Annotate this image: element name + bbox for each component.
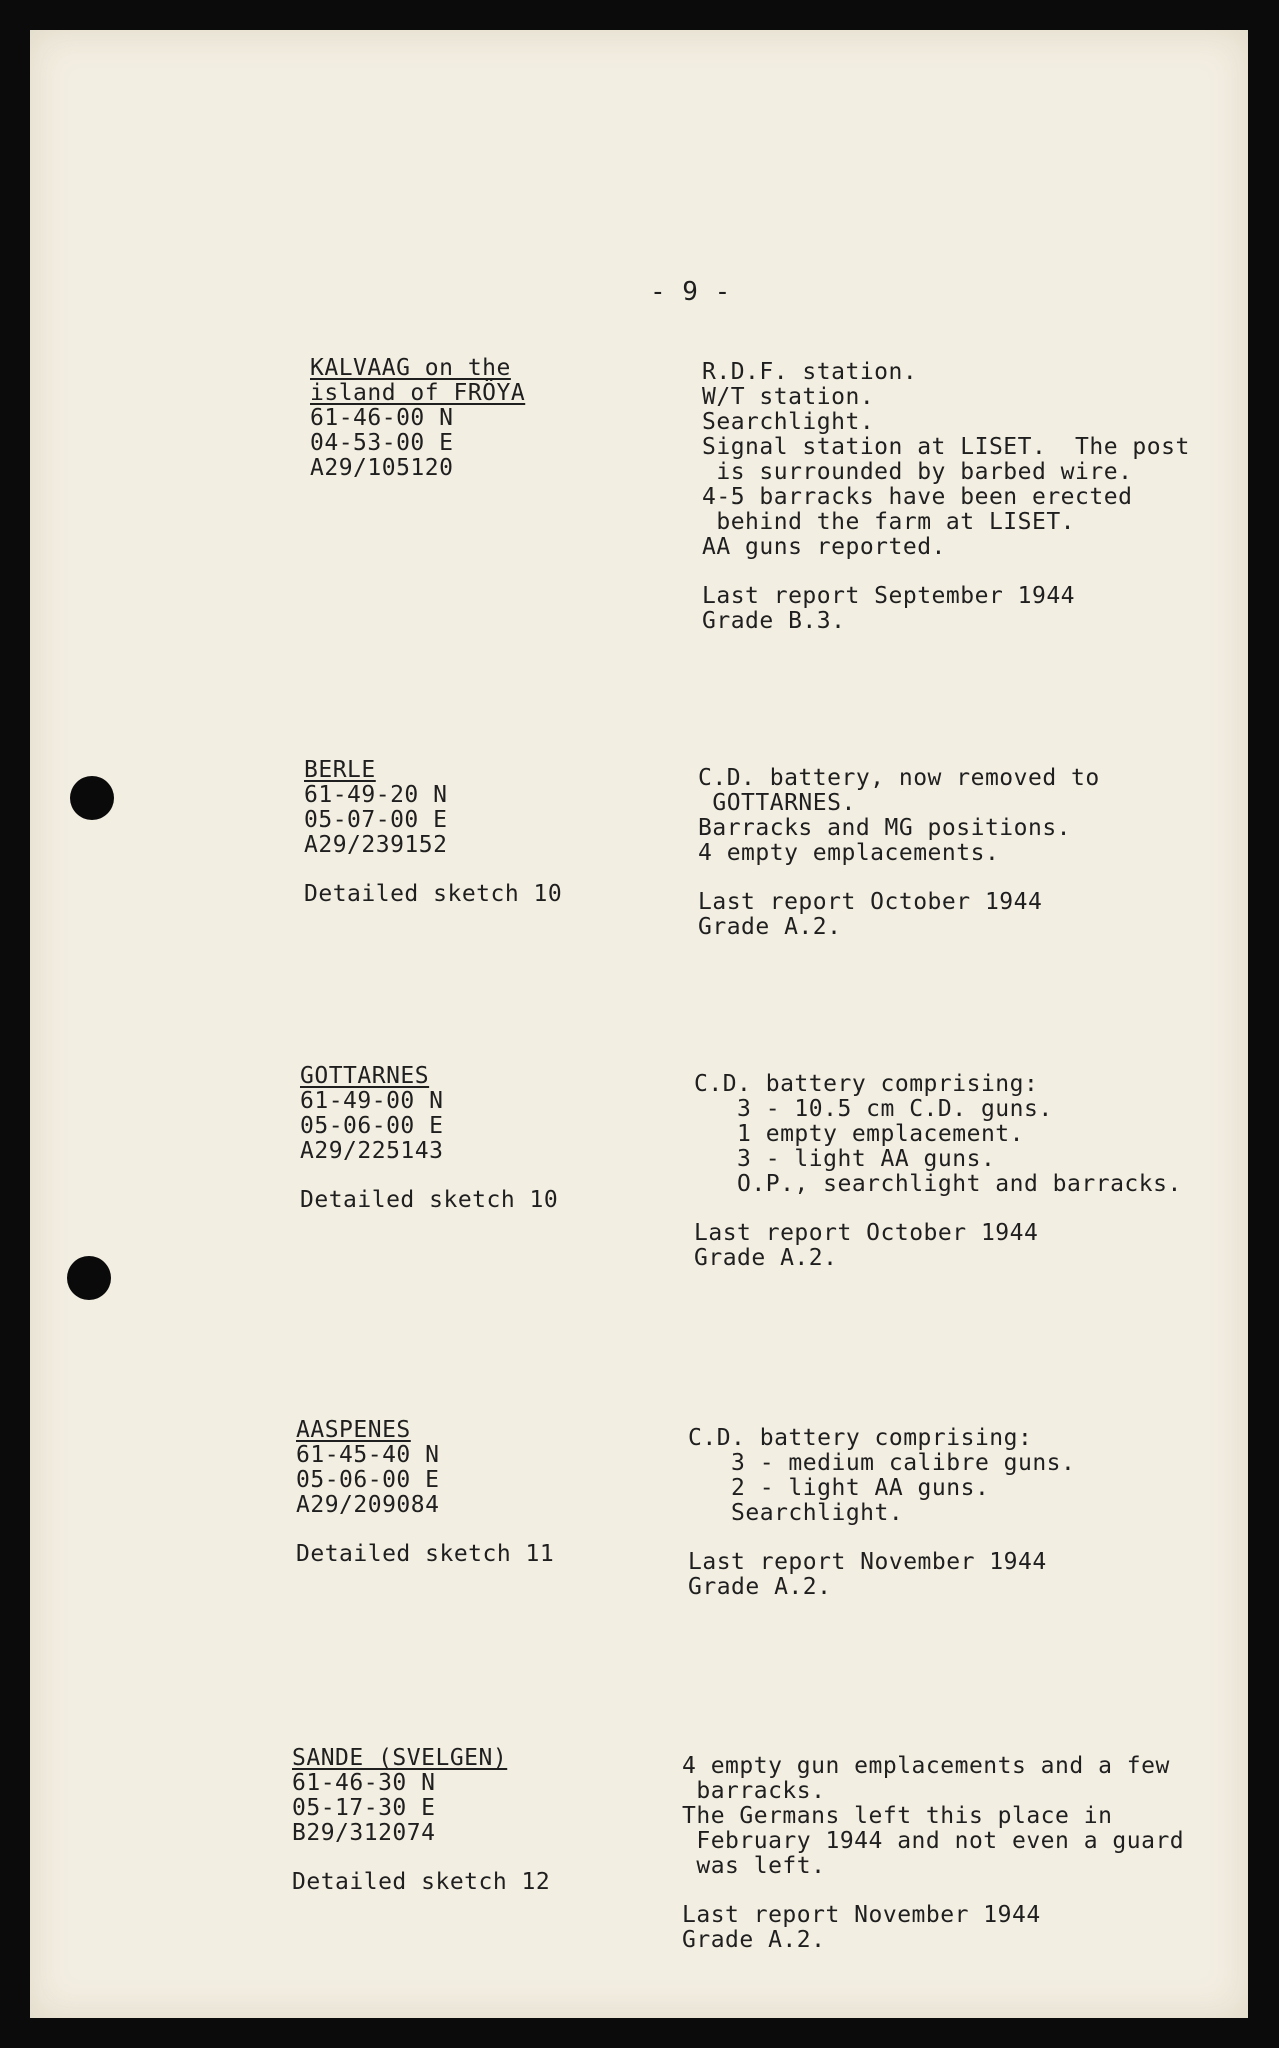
grade: Grade B.3. [702,608,846,634]
detail-line: 4 empty emplacements. [698,840,1000,866]
detail-line: O.P., searchlight and barracks. [694,1171,1182,1197]
longitude: 05-07-00 E [304,807,448,833]
detail-line: was left. [682,1853,826,1879]
detail-line: 3 - medium calibre guns. [688,1450,1076,1476]
detail-line: 2 - light AA guns. [688,1475,990,1501]
detail-line: February 1944 and not even a guard [682,1828,1185,1854]
grade: Grade A.2. [698,914,842,940]
detail-line: barracks. [682,1778,826,1804]
detail-line: AA guns reported. [702,534,946,560]
detail-line: 4-5 barracks have been erected [702,484,1133,510]
location-block [304,758,634,907]
location-block [296,1418,626,1567]
longitude: 05-06-00 E [300,1113,444,1139]
detail-line: Signal station at LISET. The post [702,434,1190,460]
latitude: 61-49-20 N [304,782,448,808]
grid-reference: A29/105120 [310,455,454,481]
document-page [30,30,1248,2018]
longitude: 04-53-00 E [310,430,454,456]
longitude: 05-17-30 E [292,1795,436,1821]
detailed-sketch: Detailed sketch 10 [300,1187,559,1213]
grid-reference: A29/239152 [304,832,448,858]
punch-hole-bottom [67,1256,111,1300]
detail-line: is surrounded by barbed wire. [702,459,1133,485]
details-block [688,1426,1248,1600]
location-block [292,1746,622,1895]
detail-line: Barracks and MG positions. [698,815,1072,841]
punch-hole-top [70,776,114,820]
detailed-sketch: Detailed sketch 11 [296,1541,555,1567]
detail-line: 3 - light AA guns. [694,1146,996,1172]
place-name: KALVAAG on the [310,355,511,381]
last-report: Last report November 1944 [682,1902,1041,1928]
detail-line: C.D. battery comprising: [694,1071,1039,1097]
last-report: Last report November 1944 [688,1549,1047,1575]
page-number: - 9 - [650,277,731,307]
detailed-sketch: Detailed sketch 10 [304,881,563,907]
detail-line: 4 empty gun emplacements and a few [682,1753,1170,1779]
grade: Grade A.2. [682,1927,826,1953]
details-block [702,360,1262,634]
location-block [300,1064,630,1213]
detail-line: The Germans left this place in [682,1803,1113,1829]
place-name: island of FRÖYA [310,380,526,406]
detailed-sketch: Detailed sketch 12 [292,1869,551,1895]
last-report: Last report October 1944 [694,1220,1039,1246]
detail-line: C.D. battery comprising: [688,1425,1033,1451]
last-report: Last report September 1944 [702,583,1076,609]
latitude: 61-46-00 N [310,405,454,431]
detail-line: R.D.F. station. [702,359,918,385]
grid-reference: A29/225143 [300,1138,444,1164]
place-name: AASPENES [296,1417,411,1443]
detail-line: GOTTARNES. [698,790,856,816]
details-block [698,766,1258,940]
last-report: Last report October 1944 [698,889,1043,915]
detail-line: behind the farm at LISET. [702,509,1076,535]
detail-line: W/T station. [702,384,875,410]
grade: Grade A.2. [694,1245,838,1271]
latitude: 61-49-00 N [300,1088,444,1114]
grid-reference: A29/209084 [296,1492,440,1518]
detail-line: C.D. battery, now removed to [698,765,1100,791]
latitude: 61-46-30 N [292,1770,436,1796]
place-name: GOTTARNES [300,1063,430,1089]
grade: Grade A.2. [688,1574,832,1600]
details-block [682,1754,1242,1953]
location-block [310,356,640,481]
detail-line: Searchlight. [688,1500,904,1526]
grid-reference: B29/312074 [292,1820,436,1846]
place-name: SANDE (SVELGEN) [292,1745,508,1771]
place-name: BERLE [304,757,376,783]
detail-line: 3 - 10.5 cm C.D. guns. [694,1096,1053,1122]
latitude: 61-45-40 N [296,1442,440,1468]
details-block [694,1072,1254,1271]
detail-line: 1 empty emplacement. [694,1121,1024,1147]
longitude: 05-06-00 E [296,1467,440,1493]
detail-line: Searchlight. [702,409,875,435]
